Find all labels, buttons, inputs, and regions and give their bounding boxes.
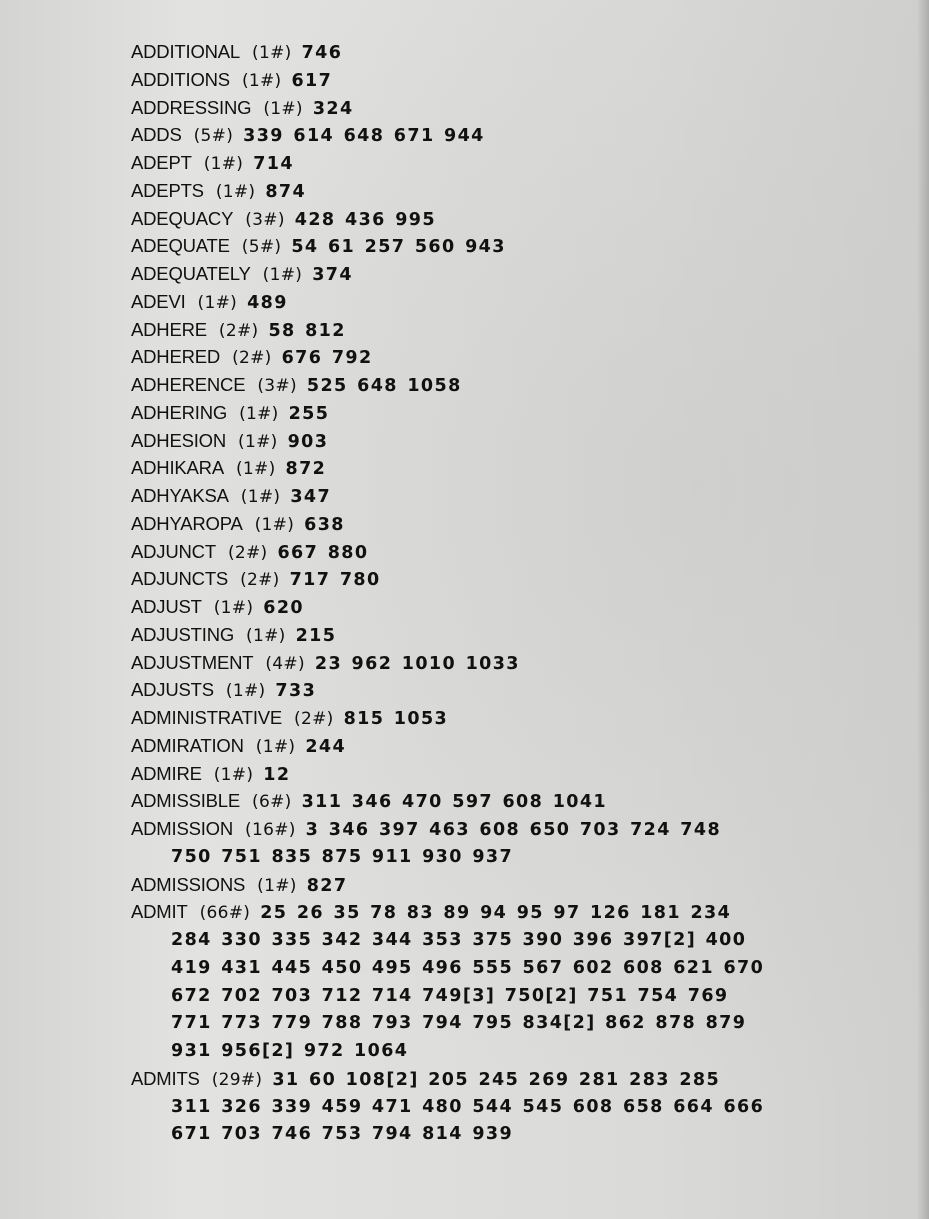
entry-count: (6#) [252,792,292,813]
entry-count: (1#) [254,514,295,535]
entry-continuation-line [131,843,891,871]
entry-page-refs: 3 346 397 463 608 650 703 724 748 [305,820,722,840]
entry-count: (29#) [211,1069,263,1090]
entry-count: (1#) [225,681,266,702]
entry-term: ADHYAROPA [131,512,243,534]
entry-count: (2#) [232,348,272,369]
entry-page-refs: 244 [305,736,347,757]
entry-line [131,510,891,538]
entry-line [131,676,891,704]
index-entry [131,232,891,260]
entry-page-refs: 771 773 779 788 793 794 795 834[2] 862 878 879 [171,1013,747,1034]
entry-page-refs: 872 [285,459,327,480]
entry-page-refs: 12 [263,764,291,785]
entry-page-refs: 667 880 [277,542,369,563]
entry-line [131,427,891,455]
entry-term: ADMISSIBLE [131,790,241,812]
entry-line [131,815,891,843]
entry-count: (2#) [294,709,334,729]
entry-term: ADJUSTING [131,623,235,645]
entry-line [131,66,891,94]
entry-line [131,732,891,760]
entry-line [131,149,891,177]
entry-term: ADDRESSING [131,96,252,118]
entry-page-refs: 638 [304,514,345,535]
entry-count: (1#) [262,265,303,285]
index-entry [131,260,891,288]
entry-term: ADMIRE [131,762,202,784]
entry-term: ADJUSTS [131,679,214,701]
entry-term: ADDITIONS [131,68,230,90]
entry-term: ADMISSIONS [131,873,246,895]
index-entry [131,177,891,205]
entry-page-refs: 903 [287,431,329,452]
entry-page-refs: 489 [247,292,288,313]
index-entry [131,427,891,455]
entry-term: ADEQUATELY [131,263,251,284]
entry-line [131,121,891,149]
index-list [131,38,891,1148]
entry-term: ADMIT [131,901,188,923]
entry-page-refs: 215 [295,625,337,646]
entry-line [131,565,891,593]
index-entry [131,316,891,344]
entry-page-refs: 617 [291,70,333,91]
entry-count: (1#) [246,625,286,646]
entry-count: (1#) [240,487,281,507]
entry-page-refs: 750 751 835 875 911 930 937 [171,846,514,867]
entry-line [131,288,891,316]
index-entry [131,121,891,149]
entry-line [131,1065,891,1093]
entry-page-refs: 255 [288,403,330,424]
entry-term: ADMIRATION [131,734,244,756]
entry-page-refs: 815 1053 [343,709,449,729]
entry-line [131,343,891,371]
entry-continuation-line [131,954,891,982]
entry-page-refs: 339 614 648 671 944 [243,126,485,147]
entry-line [131,38,891,66]
entry-count: (1#) [213,598,254,618]
entry-count: (1#) [215,181,256,202]
entry-count: (1#) [241,70,282,91]
entry-page-refs: 827 [306,875,348,896]
entry-page-refs: 58 812 [268,320,346,341]
index-entry [131,704,891,732]
entry-line [131,760,891,788]
index-entry [131,649,891,677]
entry-term: ADDITIONAL [131,41,241,62]
entry-count: (3#) [245,209,285,230]
entry-term: ADHERED [131,346,221,368]
entry-line [131,232,891,260]
entry-term: ADJUNCTS [131,568,229,590]
entry-term: ADJUNCT [131,540,216,562]
index-entry [131,343,891,371]
index-entry [131,482,891,510]
entry-term: ADHERING [131,401,228,423]
entry-line [131,454,891,482]
entry-page-refs: 284 330 335 342 344 353 375 390 396 397[2] 400 [171,930,747,950]
entry-line [131,649,891,677]
index-entry [131,815,891,871]
index-entry [131,538,891,566]
entry-count: (1#) [239,403,279,424]
entry-continuation-line [131,926,891,954]
entry-count: (3#) [257,376,297,396]
index-entry [131,38,891,66]
index-entry [131,399,891,427]
entry-term: ADHERE [131,318,207,340]
index-entry [131,454,891,482]
entry-line [131,94,891,122]
entry-page-refs: 746 [301,43,343,63]
index-entry [131,565,891,593]
entry-count: (2#) [227,542,268,563]
entry-continuation-line [131,1037,891,1065]
entry-count: (1#) [197,292,238,313]
entry-page-refs: 671 703 746 753 794 814 939 [171,1124,514,1145]
index-entry [131,371,891,399]
entry-page-refs: 931 956[2] 972 1064 [171,1041,409,1061]
entry-term: ADJUSTMENT [131,651,254,673]
entry-count: (1#) [203,154,244,174]
entry-term: ADHYAKSA [131,485,229,506]
entry-count: (1#) [263,98,303,119]
entry-term: ADDS [131,124,182,146]
entry-page-refs: 428 436 995 [294,209,436,230]
entry-term: ADHERENCE [131,374,246,395]
entry-page-refs: 31 60 108[2] 205 245 269 281 283 285 [272,1069,721,1090]
entry-line [131,621,891,649]
entry-page-refs: 733 [275,681,317,702]
index-entry [131,732,891,760]
index-entry [131,593,891,621]
entry-count: (1#) [235,459,276,480]
entry-line [131,787,891,815]
entry-count: (1#) [213,764,254,785]
entry-page-refs: 717 780 [289,570,381,591]
index-entry [131,787,891,815]
index-entry [131,676,891,704]
index-entry [131,621,891,649]
entry-term: ADMISSION [131,818,234,839]
entry-page-refs: 311 346 470 597 608 1041 [301,792,607,813]
entry-count: (2#) [240,570,280,591]
entry-count: (66#) [199,903,251,924]
entry-count: (1#) [238,431,278,452]
entry-line [131,593,891,621]
index-entry [131,871,891,899]
entry-line [131,898,891,926]
entry-line [131,177,891,205]
entry-continuation-line [131,1009,891,1037]
index-entry [131,760,891,788]
index-entry [131,66,891,94]
index-entry [131,94,891,122]
entry-term: ADEQUATE [131,235,230,257]
entry-count: (4#) [265,653,305,674]
entry-line [131,371,891,399]
entry-term: ADJUST [131,596,202,617]
entry-page-refs: 714 [253,154,294,174]
entry-line [131,482,891,510]
entry-term: ADEPT [131,152,192,173]
entry-continuation-line [131,1093,891,1121]
entry-page-refs: 23 962 1010 1033 [314,653,520,674]
entry-page-refs: 676 792 [281,348,373,369]
entry-page-refs: 672 702 703 712 714 749[3] 750[2] 751 754 769 [171,985,729,1006]
entry-line [131,316,891,344]
entry-term: ADEQUACY [131,207,234,229]
entry-count: (1#) [255,736,296,757]
entry-term: ADEPTS [131,179,204,201]
entry-continuation-line [131,1120,891,1148]
entry-page-refs: 311 326 339 459 471 480 544 545 608 658 664 666 [171,1096,765,1117]
index-entry [131,149,891,177]
entry-page-refs: 347 [290,487,332,507]
index-entry [131,510,891,538]
entry-page-refs: 374 [312,265,353,285]
entry-page-refs: 525 648 1058 [306,376,462,396]
entry-count: (2#) [218,320,259,341]
entry-page-refs: 620 [263,598,305,618]
entry-count: (16#) [245,820,296,840]
entry-term: ADEVI [131,290,186,312]
entry-line [131,538,891,566]
entry-count: (5#) [193,126,234,147]
entry-continuation-line [131,982,891,1010]
entry-count: (1#) [252,43,292,63]
index-entry [131,1065,891,1148]
entry-line [131,260,891,288]
entry-page-refs: 54 61 257 560 943 [291,237,506,258]
index-entry [131,898,891,1065]
entry-line [131,704,891,732]
entry-page-refs: 874 [265,181,307,202]
entry-term: ADMITS [131,1067,200,1089]
entry-page-refs: 324 [312,98,354,119]
page-edge-shadow [917,0,929,1219]
entry-term: ADHESION [131,429,227,451]
entry-line [131,205,891,233]
index-entry [131,288,891,316]
entry-page-refs: 419 431 445 450 495 496 555 567 602 608 621 670 [171,957,765,978]
entry-count: (1#) [257,875,297,896]
entry-page-refs: 25 26 35 78 83 89 94 95 97 126 181 234 [260,903,732,924]
entry-line [131,399,891,427]
entry-line [131,871,891,899]
index-entry [131,205,891,233]
entry-term: ADMINISTRATIVE [131,707,283,728]
entry-term: ADHIKARA [131,457,224,479]
entry-count: (5#) [241,237,282,258]
